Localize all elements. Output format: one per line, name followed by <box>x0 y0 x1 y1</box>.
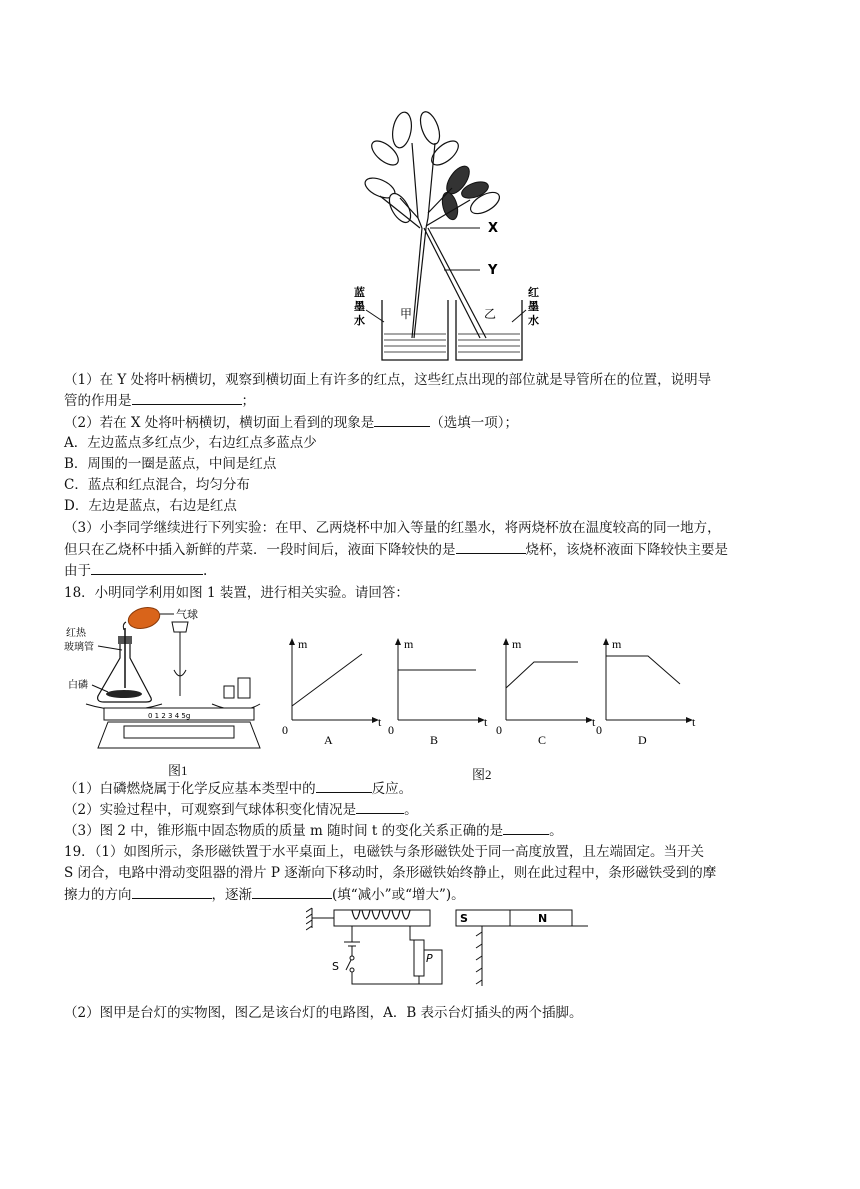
tube-label-1: 红热 <box>66 628 86 639</box>
q19-text-mid: ，逐渐 <box>211 887 252 903</box>
x-axis-label: t <box>484 715 488 729</box>
y-axis-label: m <box>298 637 308 651</box>
q18-p1-text: （1）白磷燃烧属于化学反应基本类型中的 <box>64 781 316 797</box>
q17-p3-mid: 烧杯，该烧杯液面下降较快主要是 <box>525 542 728 558</box>
graph-c <box>496 637 596 747</box>
q17-p1-text: 管的作用是 <box>64 393 132 409</box>
q17-p3-c-end: . <box>203 563 208 579</box>
q19-intro-2: S 闭合，电路中滑动变阻器的滑片 P 逐渐向下移动时，条形磁铁始终静止，则在此过程中，条形磁铁受到的摩 <box>64 865 717 881</box>
graph-letter: C <box>538 733 547 747</box>
slider-label: P <box>426 952 433 965</box>
graph-line <box>506 662 578 688</box>
balance-apparatus-figure <box>64 600 269 760</box>
graph-d <box>596 637 696 747</box>
q19-text-end: (填“减小”或“增大”)。 <box>332 887 465 903</box>
beaker-yi: 乙 <box>484 307 497 321</box>
q17-p3-line3 <box>64 560 804 581</box>
graph-line <box>606 656 680 684</box>
graph-a <box>282 637 382 747</box>
q17-p3-line1: （3）小李同学继续进行下列实验：在甲、乙两烧杯中加入等量的红墨水，将两烧杯放在温度较高的同一地方， <box>64 520 721 536</box>
q17-p3-line2 <box>64 539 804 560</box>
q18-p3-end: 。 <box>549 823 563 839</box>
scale-ruler: 0 1 2 3 4 5g <box>148 712 191 720</box>
answer-blank[interactable] <box>456 539 526 554</box>
q17-p1-line1: （1）在 Y 处将叶柄横切，观察到横切面上有许多的红点，这些红点出现的部位就是导管所在的位置，说明导 <box>64 372 712 388</box>
label-x: X <box>488 221 499 236</box>
option-d: D．左边是蓝点，右边是红点 <box>64 498 237 514</box>
q17-p2-text: （2）若在 X 处将叶柄横切，横切面上看到的现象是 <box>64 415 375 431</box>
balloon-label: 气球 <box>176 608 198 621</box>
electromagnet-figure <box>306 906 588 990</box>
answer-blank[interactable] <box>316 778 372 793</box>
q18-p3 <box>64 820 804 841</box>
answer-blank[interactable] <box>356 799 404 814</box>
y-axis-label: m <box>612 637 622 651</box>
right-liquid-label: 红墨水 <box>528 286 539 327</box>
left-liquid-label: 蓝墨水 <box>354 286 365 327</box>
plant-experiment-figure <box>340 108 550 366</box>
q19-p2: （2）图甲是台灯的实物图，图乙是该台灯的电路图，A．B 表示台灯插头的两个插脚。 <box>64 1005 583 1021</box>
answer-blank[interactable] <box>374 412 430 427</box>
q17-p2-line <box>64 412 804 433</box>
q18-p2-text: （2）实验过程中，可观察到气球体积变化情况是 <box>64 802 357 818</box>
answer-blank[interactable] <box>503 820 549 835</box>
switch-label: S <box>332 960 339 973</box>
q17-p1-line2 <box>64 390 804 411</box>
answer-blank[interactable] <box>132 390 242 405</box>
q18-p2-end: 。 <box>404 802 418 818</box>
origin-label: 0 <box>496 723 502 737</box>
graph-letter: D <box>638 733 647 747</box>
option-a: A．左边蓝点多红点少，右边红点多蓝点少 <box>64 435 317 451</box>
q17-p2-end: （选填一项）； <box>430 415 519 431</box>
phosphorus-label: 白磷 <box>68 680 88 691</box>
figure2-caption: 图2 <box>472 767 492 782</box>
option-b: B．周围的一圈是蓝点，中间是红点 <box>64 456 277 472</box>
tube-label-2: 玻璃管 <box>64 642 94 653</box>
x-axis-label: t <box>378 715 382 729</box>
graph-axes <box>292 640 376 720</box>
graph-b <box>388 637 488 747</box>
q19-intro-1: 19．（1）如图所示，条形磁铁置于水平桌面上，电磁铁与条形磁铁处于同一高度放置，且左端固定。当开关 <box>64 844 705 860</box>
x-axis-label: t <box>592 715 596 729</box>
y-axis-label: m <box>404 637 414 651</box>
q18-intro: 18．小明同学利用如图 1 装置，进行相关实验。请回答： <box>64 585 409 601</box>
graph-letter: A <box>324 733 333 747</box>
q19-text-c: 擦力的方向 <box>64 887 132 903</box>
figure2-graphs <box>282 636 702 754</box>
y-axis-label: m <box>512 637 522 651</box>
q18-p3-text: （3）图 2 中，锥形瓶中固态物质的质量 m 随时间 t 的变化关系正确的是 <box>64 823 504 839</box>
q19-intro-3 <box>64 884 804 905</box>
option-c: C．蓝点和红点混合，均匀分布 <box>64 477 250 493</box>
origin-label: 0 <box>282 723 288 737</box>
graph-axes <box>606 640 690 720</box>
figure1-caption: 图1 <box>168 763 188 778</box>
origin-label: 0 <box>596 723 602 737</box>
label-y: Y <box>488 263 498 278</box>
q17-p3-text: 但只在乙烧杯中插入新鲜的芹菜．一段时间后，液面下降较快的是 <box>64 542 456 558</box>
beaker-jia: 甲 <box>400 307 413 321</box>
q18-p2 <box>64 799 804 820</box>
q18-p1-end: 反应。 <box>371 781 413 797</box>
answer-blank[interactable] <box>252 884 332 899</box>
q17-p3-c: 由于 <box>64 563 91 579</box>
magnet-n-label: N <box>538 912 548 925</box>
origin-label: 0 <box>388 723 394 737</box>
answer-blank[interactable] <box>91 560 203 575</box>
magnet-s-label: S <box>460 912 468 925</box>
answer-blank[interactable] <box>132 884 212 899</box>
x-axis-label: t <box>692 715 696 729</box>
graph-axes <box>506 640 590 720</box>
graph-letter: B <box>430 733 439 747</box>
graph-line <box>292 654 362 706</box>
graph-axes <box>398 640 482 720</box>
q18-p1 <box>64 778 804 799</box>
q17-p1-end: ； <box>241 393 255 409</box>
